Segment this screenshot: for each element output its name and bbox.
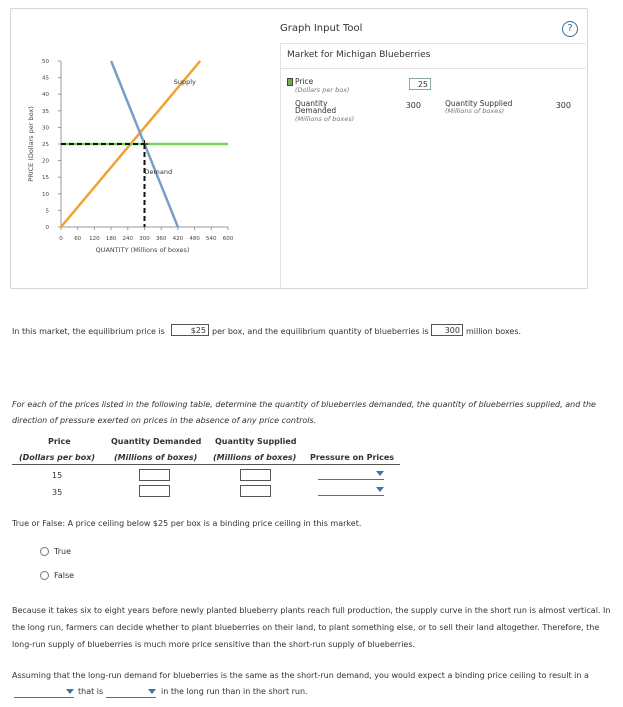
price-input[interactable]: 25 [409, 78, 431, 90]
radio-false-label: False [54, 571, 75, 580]
eq-quantity-answer[interactable]: 300 [431, 324, 463, 336]
y-tick-label: 15 [42, 175, 49, 182]
qs-label: Quantity Supplied [445, 99, 513, 108]
y-axis-label: PRICE (Dollars per box) [27, 106, 35, 182]
y-tick-label: 50 [42, 59, 49, 65]
row1-qd-input[interactable] [139, 469, 170, 481]
row1-qs-input[interactable] [240, 469, 271, 481]
instructions-line-2: direction of pressure exerted on prices in the absence of any price controls. [12, 416, 317, 425]
graph-input-tool [280, 43, 586, 288]
x-tick-label: 420 [172, 236, 184, 242]
x-axis-label: QUANTITY (Millions of boxes) [95, 246, 190, 254]
th-qd: Quantity Demanded [111, 437, 202, 446]
eq-text-2: per box, and the equilibrium quantity of blueberries is [212, 327, 429, 336]
price-unit: (Dollars per box) [295, 86, 350, 94]
price-label: Price [295, 77, 314, 86]
eq-text-1: In this market, the equilibrium price is [12, 327, 165, 336]
qd-value: 300 [405, 101, 421, 110]
supply-label: Supply [173, 78, 196, 87]
th-price-unit: (Dollars per box) [19, 453, 96, 462]
x-tick-label: 360 [155, 236, 167, 242]
row2-pressure-dropdown[interactable] [318, 484, 384, 496]
chevron-down-icon [376, 471, 384, 476]
y-tick-label: 40 [42, 92, 49, 99]
chevron-down-icon [148, 689, 156, 694]
qd-unit: (Millions of boxes) [295, 115, 355, 123]
th-pressure: Pressure on Prices [310, 453, 395, 462]
x-tick-label: 300 [139, 236, 150, 242]
chart[interactable] [0, 0, 280, 290]
qs-value: 300 [555, 101, 571, 110]
para-line-3: long-run supply of blueberries is much more price sensitive than the short-run supply of blueberries. [12, 640, 416, 649]
radio-true-label: True [54, 547, 71, 556]
price-swatch-icon [287, 78, 293, 86]
row-price-15: 15 [52, 471, 63, 480]
radio-false[interactable] [40, 571, 49, 580]
y-tick-label: 45 [42, 75, 49, 82]
para-line-2: the long run, farmers can decide whether to plant blueberries on their land, to plant something else, or to sell their land altogether. Therefore, the [12, 623, 600, 632]
y-tick-label: 0 [45, 225, 49, 231]
qs-unit: (Millions of boxes) [445, 107, 505, 115]
x-tick-label: 60 [74, 236, 82, 242]
para-line-1: Because it takes six to eight years before newly planted blueberry plants reach full production, the supply curve in the short run is almost vertical. In [12, 606, 611, 615]
y-tick-label: 20 [42, 158, 49, 165]
x-tick-label: 180 [105, 236, 117, 242]
x-tick-label: 480 [189, 236, 200, 242]
final-mid: that is [78, 687, 104, 696]
y-tick-label: 5 [45, 208, 49, 215]
divider [281, 68, 586, 69]
row2-qs-input[interactable] [240, 485, 271, 497]
eq-price-answer[interactable]: $25 [171, 324, 209, 336]
th-price: Price [48, 437, 71, 446]
chevron-down-icon [376, 487, 384, 492]
th-qs-unit: (Millions of boxes) [213, 453, 297, 462]
chevron-down-icon [66, 689, 74, 694]
table-header-rule [12, 464, 400, 465]
radio-true[interactable] [40, 547, 49, 556]
final-end: in the long run than in the short run. [161, 687, 308, 696]
tf-question: True or False: A price ceiling below $25 per box is a binding price ceiling in this market. [12, 519, 362, 528]
help-icon[interactable]: ? [562, 21, 578, 37]
row1-pressure-dropdown[interactable] [318, 468, 384, 480]
instructions-line-1: For each of the prices listed in the following table, determine the quantity of blueberries demanded, the quantity of blueberries supplied, and the [12, 400, 596, 409]
x-tick-label: 600 [222, 236, 234, 242]
row2-qd-input[interactable] [139, 485, 170, 497]
eq-text-3: million boxes. [466, 327, 522, 336]
x-tick-label: 120 [89, 236, 100, 242]
row-price-35: 35 [52, 488, 63, 497]
y-tick-label: 10 [42, 191, 49, 198]
th-qs: Quantity Supplied [215, 437, 297, 446]
final-dropdown-2[interactable] [106, 686, 156, 698]
x-tick-label: 240 [122, 236, 134, 242]
y-tick-label: 30 [42, 125, 49, 132]
tool-title: Graph Input Tool [280, 23, 363, 34]
demand-label: Demand [144, 167, 173, 176]
final-line-1: Assuming that the long-run demand for blueberries is the same as the short-run demand, you would expect a binding price ceiling to result in a [12, 671, 589, 680]
x-tick-label: 0 [59, 236, 63, 242]
qd-label-2: Demanded [295, 106, 337, 115]
th-qd-unit: (Millions of boxes) [114, 453, 198, 462]
final-dropdown-1[interactable] [14, 686, 74, 698]
x-tick-label: 540 [206, 236, 217, 242]
y-tick-label: 25 [42, 142, 49, 148]
market-title: Market for Michigan Blueberries [287, 50, 431, 60]
qd-label: Quantity [295, 99, 328, 108]
y-tick-label: 35 [42, 108, 49, 115]
